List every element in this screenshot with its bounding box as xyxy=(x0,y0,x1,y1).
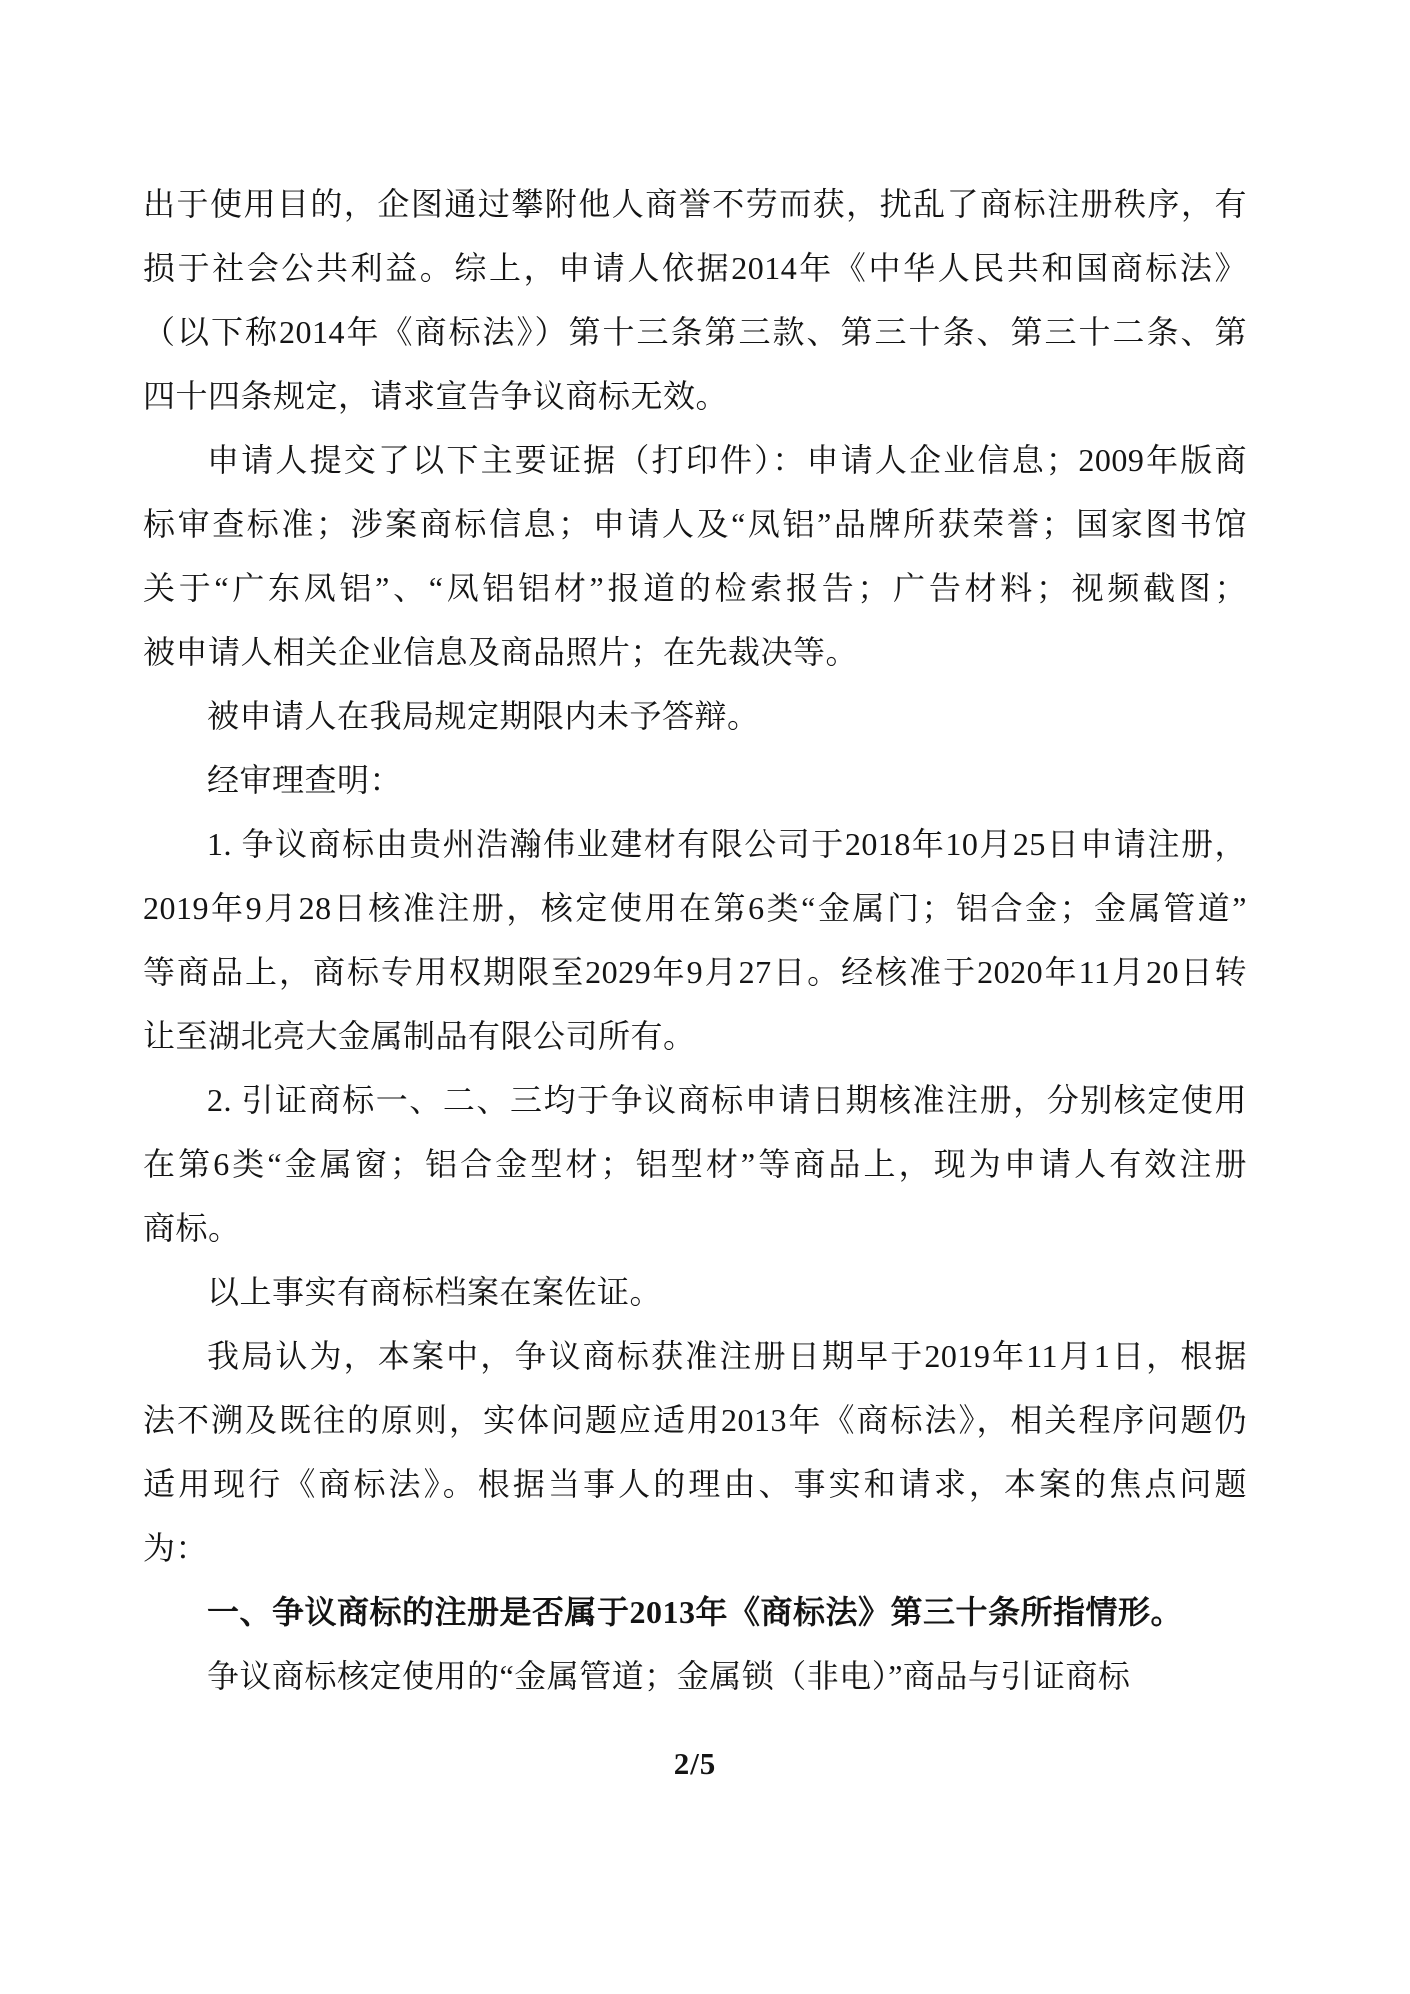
doc-line: 标审查标准；涉案商标信息；申请人及“凤铝”品牌所获荣誉；国家图书馆 xyxy=(143,506,1247,542)
doc-line: 在第6类“金属窗；铝合金型材；铝型材”等商品上，现为申请人有效注册 xyxy=(143,1146,1247,1182)
doc-line: 让至湖北亮大金属制品有限公司所有。 xyxy=(143,1018,696,1054)
doc-line: 法不溯及既往的原则，实体问题应适用2013年《商标法》，相关程序问题仍 xyxy=(143,1402,1247,1438)
doc-line: 关于“广东凤铝”、“凤铝铝材”报道的检索报告；广告材料；视频截图； xyxy=(143,570,1247,606)
doc-line: 2. 引证商标一、二、三均于争议商标申请日期核准注册，分别核定使用 xyxy=(207,1082,1247,1118)
doc-line: 等商品上，商标专用权期限至2029年9月27日。经核准于2020年11月20日转 xyxy=(143,954,1247,990)
doc-line: 适用现行《商标法》。根据当事人的理由、事实和请求，本案的焦点问题 xyxy=(143,1466,1247,1502)
focus-issue-heading: 一、争议商标的注册是否属于2013年《商标法》第三十条所指情形。 xyxy=(207,1594,1184,1630)
doc-line: 争议商标核定使用的“金属管道；金属锁（非电）”商品与引证商标 xyxy=(207,1658,1131,1694)
doc-line: 四十四条规定，请求宣告争议商标无效。 xyxy=(143,378,729,414)
doc-line: 申请人提交了以下主要证据（打印件）：申请人企业信息；2009年版商 xyxy=(207,442,1247,478)
doc-line: 2019年9月28日核准注册，核定使用在第6类“金属门；铝合金；金属管道” xyxy=(143,890,1247,926)
doc-line: 1. 争议商标由贵州浩瀚伟业建材有限公司于2018年10月25日申请注册， xyxy=(207,826,1247,862)
doc-line: 经审理查明： xyxy=(207,762,403,798)
doc-line: 商标。 xyxy=(143,1210,241,1246)
doc-line: 损于社会公共利益。综上，申请人依据2014年《中华人民共和国商标法》 xyxy=(143,250,1247,286)
doc-line: 出于使用目的，企图通过攀附他人商誉不劳而获，扰乱了商标注册秩序，有 xyxy=(143,186,1247,222)
document-body xyxy=(143,172,1247,1708)
doc-line: （以下称2014年《商标法》）第十三条第三款、第三十条、第三十二条、第 xyxy=(143,314,1247,350)
doc-line: 以上事实有商标档案在案佐证。 xyxy=(207,1274,663,1310)
doc-line: 为： xyxy=(143,1530,209,1566)
doc-line: 我局认为，本案中，争议商标获准注册日期早于2019年11月1日，根据 xyxy=(207,1338,1247,1374)
page-number: 2/5 xyxy=(673,1746,717,1781)
doc-line: 被申请人在我局规定期限内未予答辩。 xyxy=(207,698,760,734)
doc-line: 被申请人相关企业信息及商品照片；在先裁决等。 xyxy=(143,634,859,670)
